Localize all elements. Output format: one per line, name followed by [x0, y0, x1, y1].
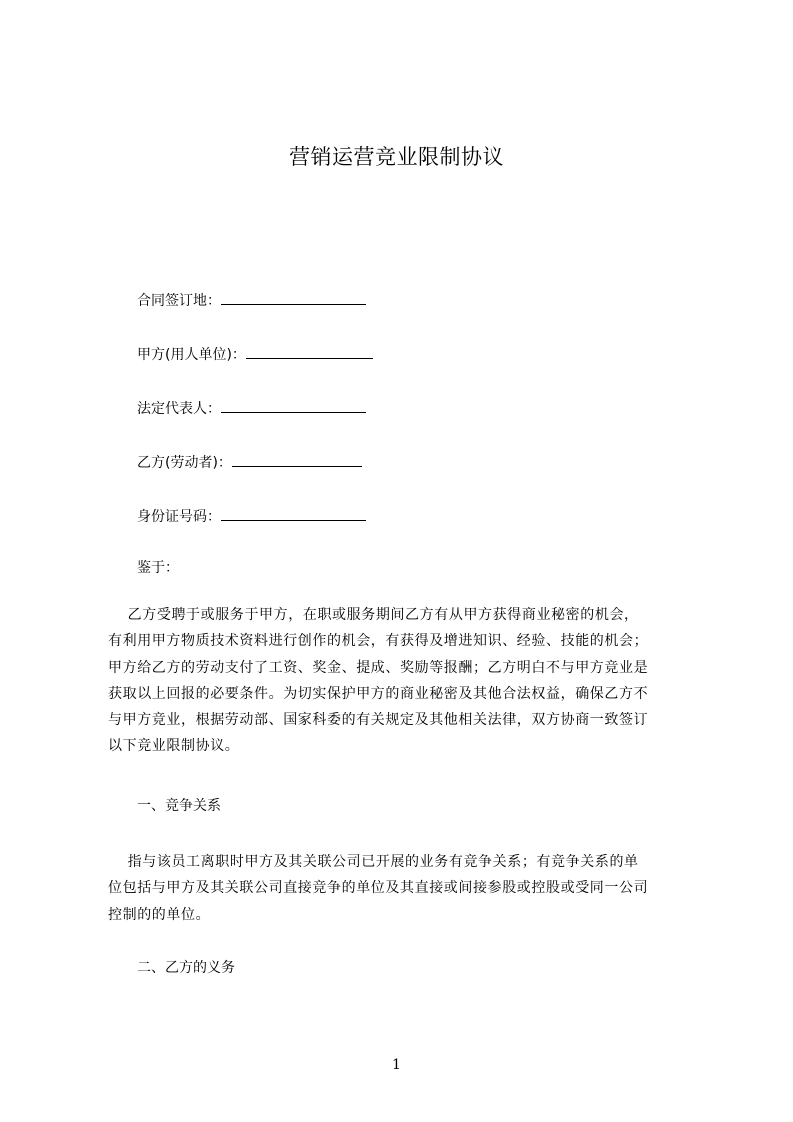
blank-line — [246, 344, 373, 359]
paragraph-line: 以下竞业限制协议。 — [108, 738, 240, 755]
paragraph-line: 控制的的单位。 — [108, 906, 211, 923]
blank-line — [221, 506, 366, 521]
field-label: 身份证号码： — [137, 509, 221, 525]
paragraph-line: 位包括与甲方及其关联公司直接竞争的单位及其直接或间接参股或控股或受同一公司 — [108, 880, 649, 897]
field-label: 合同签订地： — [137, 293, 221, 309]
section-heading-competition: 一、竞争关系 — [137, 798, 221, 814]
paragraph-line: 乙方受聘于或服务于甲方，在职或服务期间乙方有从甲方获得商业秘密的机会， — [108, 607, 639, 623]
paragraph-line: 与甲方竞业，根据劳动部、国家科委的有关规定及其他相关法律，双方协商一致签订 — [108, 712, 649, 729]
page-number: 1 — [392, 1057, 401, 1073]
field-party-a — [137, 344, 373, 365]
section-heading-obligations: 二、乙方的义务 — [137, 960, 235, 976]
paragraph-line: 甲方给乙方的劳动支付了工资、奖金、提成、奖励等报酬；乙方明白不与甲方竞业是 — [108, 659, 649, 676]
document-title: 营销运营竞业限制协议 — [289, 145, 504, 169]
paragraph-line: 获取以上回报的必要条件。为切实保护甲方的商业秘密及其他合法权益，确保乙方不 — [108, 685, 649, 702]
field-label: 甲方(用人单位)： — [137, 347, 246, 363]
intro-paragraph — [108, 602, 698, 760]
paragraph-line: 有利用甲方物质技术资料进行创作的机会，有获得及增进知识、经验、技能的机会； — [108, 633, 649, 650]
blank-line — [221, 290, 366, 305]
field-label: 法定代表人： — [137, 401, 221, 417]
field-party-b — [137, 452, 362, 473]
field-legal-representative — [137, 398, 366, 419]
whereas-label: 鉴于： — [137, 560, 179, 576]
blank-line — [221, 398, 366, 413]
paragraph-line: 指与该员工离职时甲方及其关联公司已开展的业务有竞争关系；有竞争关系的单 — [108, 854, 639, 870]
blank-line — [232, 452, 362, 467]
section1-paragraph — [108, 849, 698, 928]
field-id-number — [137, 506, 366, 527]
field-label: 乙方(劳动者)： — [137, 455, 232, 471]
field-signing-place — [137, 290, 366, 311]
